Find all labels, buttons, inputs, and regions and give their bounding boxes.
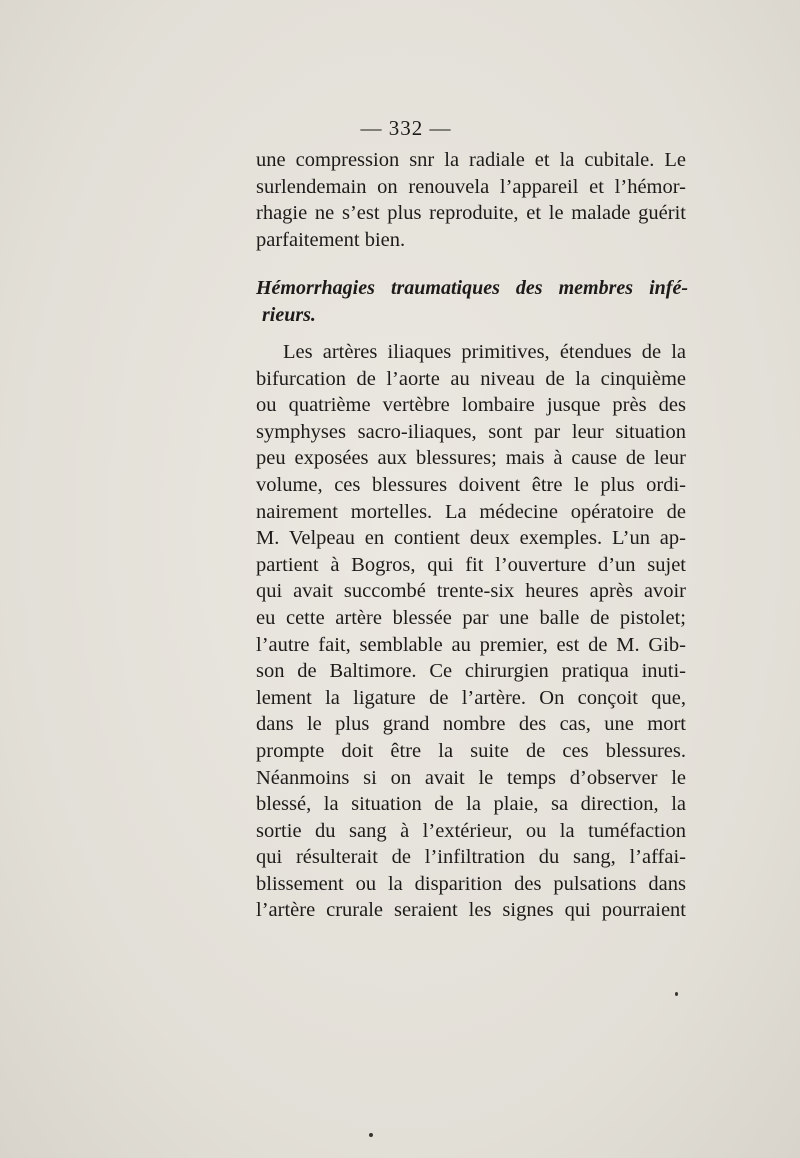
paper-speck (675, 992, 678, 996)
text-line: qui avait succombé trente-six heures après avoir (256, 580, 686, 603)
text-line: nairement mortelles. La médecine opératoire de (256, 500, 686, 523)
text-line: surlendemain on renouvela l’appareil et l’hémor- (256, 175, 686, 198)
text-line: son de Baltimore. Ce chirurgien pratiqua inuti- (256, 660, 686, 683)
text-line: symphyses sacro-iliaques, sont par leur situation (256, 420, 686, 443)
continuation-paragraph (256, 147, 686, 253)
text-line: eu cette artère blessée par une balle de pistolet; (256, 606, 686, 629)
text-line: qui résulterait de l’infiltration du sang, l’affai- (256, 846, 686, 869)
text-line: Néanmoins si on avait le temps d’observer le (256, 766, 686, 789)
text-line: partient à Bogros, qui fit l’ouverture d’un sujet (256, 553, 686, 576)
section-heading-line: rieurs. (262, 303, 316, 326)
text-line: ou quatrième vertèbre lombaire jusque près des (256, 394, 686, 417)
page-number: — 332 — (360, 116, 452, 140)
text-line: parfaitement bien. (256, 228, 406, 251)
text-line: rhagie ne s’est plus reproduite, et le malade guérit (256, 202, 686, 225)
text-line: M. Velpeau en contient deux exemples. L’un ap- (256, 527, 686, 550)
text-line: lement la ligature de l’artère. On conçoit que, (256, 686, 686, 709)
text-line: l’autre fait, semblable au premier, est de M. Gib- (256, 633, 686, 656)
text-line: blessé, la situation de la plaie, sa direction, la (256, 793, 686, 816)
text-line: prompte doit être la suite de ces blessures. (256, 739, 686, 762)
text-line: dans le plus grand nombre des cas, une mort (256, 713, 686, 736)
text-line: l’artère crurale seraient les signes qui pourraient (256, 899, 686, 922)
text-line: une compression snr la radiale et la cubitale. Le (256, 149, 686, 171)
section-heading (256, 275, 688, 328)
text-line: Les artères iliaques primitives, étendues de la (283, 341, 686, 363)
text-line: blissement ou la disparition des pulsations dans (256, 872, 686, 895)
text-line: sortie du sang à l’extérieur, ou la tuméfaction (256, 819, 686, 842)
paper-speck (369, 1133, 373, 1137)
text-line: bifurcation de l’aorte au niveau de la cinquième (256, 367, 686, 390)
section-heading-line: Hémorrhagies traumatiques des membres infé- (256, 277, 688, 299)
body-paragraph (256, 339, 686, 924)
text-line: peu exposées aux blessures; mais à cause de leur (256, 447, 686, 470)
text-line: volume, ces blessures doivent être le plus ordi- (256, 473, 686, 496)
